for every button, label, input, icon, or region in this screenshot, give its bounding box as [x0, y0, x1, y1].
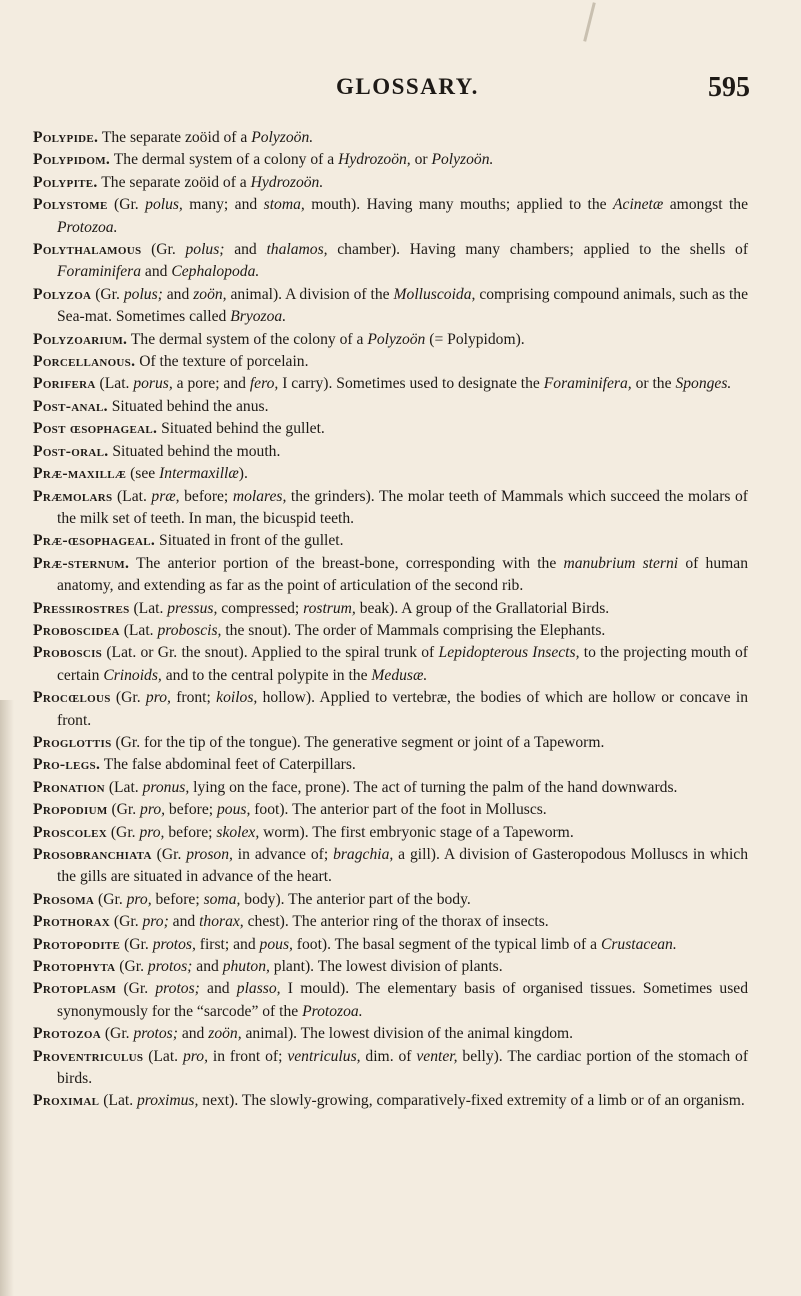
entry-italic-term: pronus, — [142, 778, 190, 796]
entry-text: and — [162, 285, 194, 303]
entry-text: foot). The basal segment of the typical limb of a — [292, 935, 601, 953]
entry-text: before; — [179, 487, 233, 505]
entry-headword: Post-oral. — [33, 442, 109, 460]
entry-italic-term: proson, — [186, 846, 233, 863]
glossary-entry — [33, 441, 748, 463]
glossary-entry — [33, 889, 748, 911]
entry-headword: Pressirostres — [33, 599, 130, 617]
entry-text: in front of; — [207, 1047, 288, 1065]
entry-text: I mould). The elementary basis of organised tissues. Sometimes used synonymously for the “sarcode” of the — [57, 980, 748, 1020]
entry-text: (Gr. — [94, 890, 127, 908]
binding-shadow — [0, 700, 14, 1296]
entry-text: comprising compound animals, such as the Sea-mat. Sometimes called — [57, 285, 749, 326]
entry-italic-term: Intermaxillæ — [159, 465, 239, 483]
entry-text: foot). The anterior part of the foot in Molluscs. — [250, 801, 547, 819]
entry-italic-term: manubrium sterni — [563, 554, 679, 572]
entry-text: to the projecting mouth of certain — [57, 644, 749, 684]
entry-text: (see — [126, 465, 160, 483]
entry-text: before; — [165, 801, 217, 819]
entry-text: and — [168, 913, 200, 931]
entry-italic-term: porus, — [133, 375, 173, 393]
entry-italic-term: Polyzoön. — [251, 129, 314, 146]
entry-text: animal). A division of the — [226, 285, 394, 303]
entry-text: or the — [631, 375, 676, 393]
glossary-entry — [33, 732, 748, 754]
entry-text: (Lat. or Gr. the snout). Applied to the spiral trunk of — [102, 644, 439, 662]
entry-text: of human anatomy, and extending as far as the point of articulation of the second rib. — [57, 554, 749, 595]
entry-text: The dermal system of a colony of a — [110, 151, 339, 169]
entry-headword: Præmolars — [33, 487, 113, 505]
entry-headword: Protozoa — [33, 1025, 101, 1043]
entry-text: The false abdominal feet of Caterpillars. — [100, 756, 356, 774]
page-fold-mark — [583, 2, 596, 42]
entry-text: before; — [151, 890, 204, 908]
entry-text: beak). A group of the Grallatorial Birds. — [355, 599, 610, 617]
entry-text: and — [141, 263, 172, 281]
entry-italic-term: pressus, — [167, 599, 218, 617]
entry-text: (Gr. — [106, 823, 140, 841]
entry-headword: Pronation — [33, 778, 105, 796]
entry-text: next). The slowly-growing, comparatively-fixed extremity of a limb or of an organism. — [198, 1092, 745, 1110]
glossary-entry — [33, 822, 748, 844]
entry-italic-term: fero, — [249, 375, 279, 393]
entry-italic-term: Lepidopterous Insects, — [438, 644, 580, 662]
entry-italic-term: pro, — [126, 890, 152, 908]
entry-italic-term: Protozoa. — [57, 218, 118, 236]
glossary-entry — [33, 1023, 748, 1045]
glossary-entry — [33, 934, 748, 956]
entry-italic-term: Foraminifera — [57, 263, 142, 281]
entry-headword: Polyzoarium. — [33, 330, 128, 348]
entry-text: I carry). Sometimes used to designate the — [278, 375, 544, 393]
entry-text: amongst the — [663, 196, 749, 214]
entry-italic-term: thalamos, — [266, 241, 328, 259]
entry-text: (Gr. — [141, 241, 186, 259]
entry-italic-term: molares, — [232, 487, 287, 505]
glossary-entry — [33, 396, 748, 418]
entry-text: in advance of; — [232, 846, 334, 863]
glossary-entry — [33, 1090, 748, 1112]
entry-headword: Polystome — [33, 196, 108, 214]
entry-text: (Gr. — [115, 958, 148, 976]
entry-headword: Porifera — [33, 375, 96, 393]
entry-headword: Polythalamous — [33, 241, 142, 259]
entry-italic-term: polus, — [145, 196, 183, 214]
entry-text: (Gr. — [91, 285, 124, 303]
glossary-entry — [33, 642, 748, 687]
glossary-entry — [33, 911, 748, 933]
entry-italic-term: ventriculus, — [287, 1047, 361, 1065]
entry-headword: Procœlous — [33, 689, 111, 707]
entry-text: worm). The first embryonic stage of a Tapeworm. — [259, 823, 574, 841]
glossary-entry — [33, 418, 748, 440]
entry-italic-term: protos; — [155, 980, 200, 998]
entry-italic-term: Acinetæ — [613, 196, 664, 214]
entry-italic-term: proboscis, — [157, 621, 222, 639]
entry-headword: Protopodite — [33, 935, 121, 953]
entry-text: ). — [238, 465, 248, 483]
entry-italic-term: polus; — [185, 241, 225, 259]
entry-text: (Gr. for the tip of the tongue). The generative segment or joint of a Tapeworm. — [111, 733, 605, 751]
entry-text: and to the central polypite in the — [161, 666, 372, 684]
entry-text: (Lat. — [112, 487, 152, 505]
entry-italic-term: skolex, — [216, 823, 260, 841]
entry-text: (Gr. — [116, 980, 156, 998]
glossary-entry — [33, 172, 748, 194]
entry-italic-term: Polyzoön — [367, 330, 426, 348]
entry-text: and — [199, 980, 237, 998]
glossary-entry — [33, 553, 748, 598]
entry-italic-term: rostrum, — [303, 599, 356, 617]
glossary-entry — [33, 530, 748, 552]
entry-italic-term: Medusæ. — [371, 666, 428, 684]
entry-text: hollow). Applied to vertebræ, the bodies of which are hollow or concave in front. — [57, 689, 748, 729]
entry-text: (= Polypidom). — [425, 330, 525, 348]
entry-italic-term: stoma, — [263, 196, 305, 214]
entry-text: plant). The lowest division of plants. — [269, 958, 503, 976]
entry-headword: Polypite. — [33, 173, 98, 191]
running-title: GLOSSARY. — [336, 74, 479, 99]
glossary-entry — [33, 687, 748, 732]
entry-headword: Protophyta — [33, 958, 116, 976]
entry-text: (Gr. — [120, 935, 153, 953]
entry-text: The separate zoöid of a — [98, 129, 252, 146]
glossary-entry — [33, 351, 748, 373]
entry-text: chamber). Having many chambers; applied to the shells of — [327, 241, 749, 259]
entry-headword: Proboscis — [33, 644, 103, 662]
glossary-entry — [33, 956, 748, 978]
entry-headword: Prosobranchiata — [33, 846, 152, 863]
entry-italic-term: pro, — [145, 689, 171, 707]
entry-text: (Gr. — [107, 196, 146, 214]
glossary-entry — [33, 127, 748, 149]
entry-text: the snout). The order of Mammals comprising the Elephants. — [221, 621, 606, 639]
entry-text: dim. of — [360, 1047, 417, 1065]
entry-italic-term: Foraminifera, — [543, 375, 632, 393]
entry-text: The anterior portion of the breast-bone, corresponding with the — [129, 554, 564, 572]
entry-italic-term: Polyzoön. — [431, 151, 494, 169]
entry-text: The separate zoöid of a — [97, 173, 251, 191]
entry-text: (Lat. — [99, 1092, 137, 1110]
entry-headword: Post œsophageal. — [33, 420, 158, 438]
entry-italic-term: Cephalopoda. — [171, 263, 260, 281]
page-number: 595 — [708, 72, 750, 103]
entry-italic-term: bragchia, — [333, 846, 394, 863]
entry-text: body). The anterior part of the body. — [240, 890, 471, 908]
entry-text: (Lat. — [143, 1047, 183, 1065]
glossary-entry — [33, 777, 748, 799]
entry-headword: Proventriculus — [33, 1047, 144, 1065]
entry-italic-term: pro, — [140, 801, 166, 819]
glossary-entry — [33, 598, 748, 620]
entry-text: a pore; and — [172, 375, 250, 393]
glossary-entry — [33, 978, 748, 1023]
glossary-entry — [33, 239, 748, 284]
entry-headword: Proboscidea — [33, 621, 120, 639]
entry-text: (Gr. — [107, 801, 141, 819]
entry-text: (Gr. — [100, 1025, 134, 1043]
glossary-entry — [33, 486, 748, 531]
entry-text: first; and — [195, 935, 260, 953]
entry-italic-term: pro, — [182, 1047, 208, 1065]
entry-text: (Lat. — [104, 778, 143, 796]
entry-headword: Prosoma — [33, 890, 95, 908]
entry-italic-term: protos; — [147, 958, 193, 976]
glossary-entry — [33, 463, 748, 485]
entry-text: chest). The anterior ring of the thorax of insects. — [243, 913, 549, 931]
glossary-entry — [33, 754, 748, 776]
entry-headword: Præ-œsophageal. — [33, 532, 156, 550]
entry-italic-term: Crustacean. — [600, 935, 677, 953]
entry-text: (Lat. — [119, 621, 158, 639]
entry-text: (Gr. — [110, 689, 146, 707]
entry-text: Situated in front of the gullet. — [155, 532, 344, 550]
glossary-entry — [33, 844, 748, 889]
entry-italic-term: zoön, — [208, 1025, 242, 1043]
glossary-entry — [33, 149, 748, 171]
entry-headword: Polypide. — [33, 129, 99, 146]
entry-headword: Proximal — [33, 1092, 100, 1110]
entry-text: many; and — [182, 196, 264, 214]
entry-headword: Præ-maxillæ — [33, 465, 127, 483]
entry-text: (Gr. — [151, 846, 187, 863]
entry-italic-term: soma, — [203, 890, 241, 908]
entry-headword: Post-anal. — [33, 397, 108, 415]
entry-italic-term: protos; — [133, 1025, 178, 1043]
entry-text: lying on the face, prone). The act of turning the palm of the hand downwards. — [189, 778, 678, 796]
entry-text: belly). The cardiac portion of the stomach of birds. — [57, 1047, 749, 1088]
entry-text: and — [224, 241, 267, 259]
entry-text: a gill). A division of Gasteropodous Molluscs in which the gills are situated in advance of the heart. — [57, 846, 748, 886]
entry-italic-term: præ, — [151, 487, 180, 505]
entry-italic-term: protos, — [152, 935, 196, 953]
entry-text: and — [192, 958, 223, 976]
entry-text: (Lat. — [129, 599, 168, 617]
running-head — [0, 74, 801, 114]
entry-text: and — [177, 1025, 209, 1043]
entry-text: Situated behind the anus. — [107, 397, 269, 415]
entry-italic-term: pous, — [259, 935, 293, 953]
entry-italic-term: polus; — [123, 285, 163, 303]
entry-headword: Præ-sternum. — [33, 554, 130, 572]
entry-headword: Proglottis — [33, 733, 112, 751]
entry-headword: Proscolex — [33, 823, 107, 841]
entry-headword: Propodium — [33, 801, 108, 819]
entry-italic-term: Crinoids, — [103, 666, 162, 684]
entry-italic-term: plasso, — [236, 980, 281, 998]
glossary-entry — [33, 194, 748, 239]
glossary-entry — [33, 1046, 748, 1091]
entry-headword: Pro-legs. — [33, 756, 101, 774]
entry-italic-term: Hydrozoön. — [250, 173, 324, 191]
entry-italic-term: venter, — [416, 1047, 458, 1065]
entry-italic-term: Protozoa. — [302, 1002, 363, 1020]
entry-italic-term: pous, — [216, 801, 251, 819]
entry-text: or — [410, 151, 432, 169]
entry-text: animal). The lowest division of the animal kingdom. — [241, 1025, 574, 1043]
entry-italic-term: phuton, — [222, 958, 270, 976]
entry-italic-term: zoön, — [193, 285, 227, 303]
entry-headword: Protoplasm — [33, 980, 117, 998]
entry-headword: Prothorax — [33, 913, 111, 931]
entry-text: Situated behind the gullet. — [157, 420, 325, 438]
entry-italic-term: koilos, — [216, 689, 258, 707]
entry-text: Situated behind the mouth. — [108, 442, 281, 460]
glossary-entry — [33, 620, 748, 642]
entry-text: (Lat. — [95, 375, 134, 393]
glossary-entry — [33, 799, 748, 821]
entry-text: compressed; — [217, 599, 304, 617]
entry-italic-term: pro; — [142, 913, 169, 931]
entry-italic-term: pro, — [139, 823, 165, 841]
entry-text: front; — [170, 689, 217, 707]
entry-italic-term: Bryozoa. — [230, 308, 287, 326]
entry-italic-term: proximus, — [137, 1092, 199, 1110]
entry-text: (Gr. — [110, 913, 143, 931]
entry-text: Of the texture of porcelain. — [135, 353, 309, 371]
glossary-entry — [33, 373, 748, 395]
glossary-entry — [33, 329, 748, 351]
entry-text: The dermal system of the colony of a — [127, 330, 368, 348]
entry-italic-term: Hydrozoön, — [338, 151, 411, 169]
entry-text: the grinders). The molar teeth of Mammals which succeed the molars of the milk set of teeth. In man, the bicuspid teeth. — [57, 487, 748, 527]
entry-italic-term: thorax, — [199, 913, 244, 931]
entry-text: before; — [164, 823, 217, 841]
entry-headword: Polypidom. — [33, 151, 111, 169]
entry-headword: Porcellanous. — [33, 353, 136, 371]
glossary-entries — [33, 127, 748, 1113]
entry-italic-term: Sponges. — [675, 375, 732, 393]
entry-italic-term: Molluscoida, — [393, 285, 476, 303]
glossary-entry — [33, 284, 748, 329]
entry-text: mouth). Having many mouths; applied to the — [304, 196, 614, 214]
entry-headword: Polyzoa — [33, 285, 92, 303]
